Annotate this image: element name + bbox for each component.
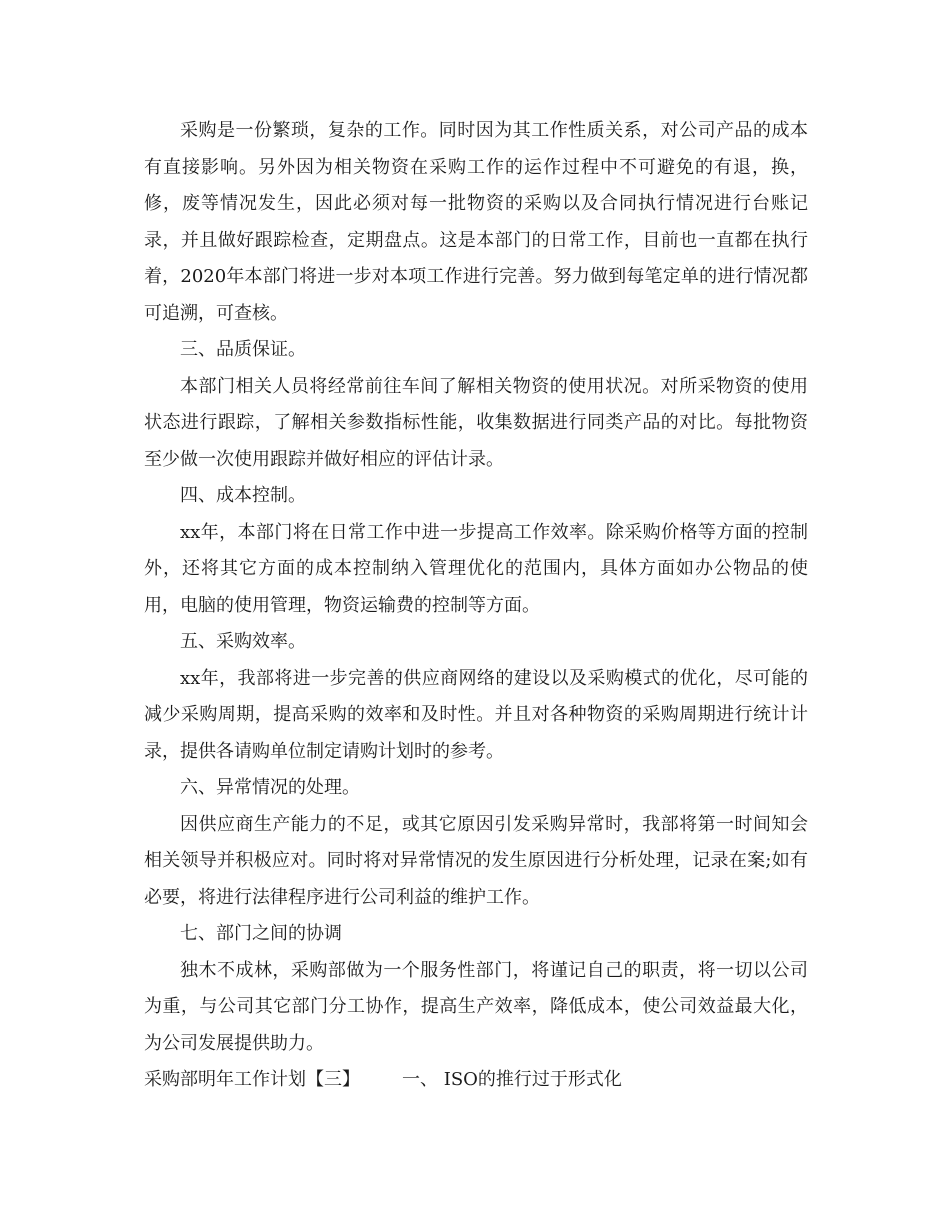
paragraph-cost: xx年，本部门将在日常工作中进一步提高工作效率。除采购价格等方面的控制外，还将其它方面的成本控制纳入管理优化的范围内，具体方面如办公物品的使用，电脑的使用管理，物资运输费的控制等方面。 — [144, 521, 808, 616]
footer-line — [144, 1062, 808, 1099]
paragraph-record-keeping: 采购是一份繁琐，复杂的工作。同时因为其工作性质关系，对公司产品的成本有直接影响。另外因为相关物资在采购工作的运作过程中不可避免的有退，换，修，废等情况发生，因此必须对每一批物资的采购以及合同执行情况进行台账记录，并且做好跟踪检查，定期盘点。这是本部门的日常工作，目前也一直都在执行着，2020年本部门将进一步对本项工作进行完善。努力做到每笔定单的进行情况都可追溯，可查核。 — [144, 120, 808, 324]
paragraph-exceptions: 因供应商生产能力的不足，或其它原因引发采购异常时，我部将第一时间知会相关领导并积极应对。同时将对异常情况的发生原因进行分析处理，记录在案;如有必要，将进行法律程序进行公司利益的维护工作。 — [144, 813, 808, 908]
plan-first-item: 一、 ISO的推行过于形式化 — [402, 1069, 622, 1090]
plan-title: 采购部明年工作计划【三】 — [144, 1069, 360, 1090]
paragraph-quality: 本部门相关人员将经常前往车间了解相关物资的使用状况。对所采物资的使用状态进行跟踪，了解相关参数指标性能，收集数据进行同类产品的对比。每批物资至少做一次使用跟踪并做好相应的评估计录。 — [144, 375, 808, 470]
section-heading-coordination: 七、部门之间的协调 — [180, 923, 342, 944]
section-heading-cost: 四、成本控制。 — [180, 485, 306, 506]
paragraph-coordination: 独木不成林，采购部做为一个服务性部门，将谨记自己的职责，将一切以公司为重，与公司其它部门分工协作，提高生产效率，降低成本，使公司效益最大化，为公司发展提供助力。 — [144, 959, 808, 1054]
document-body — [144, 113, 808, 1099]
paragraph-efficiency: xx年，我部将进一步完善的供应商网络的建设以及采购模式的优化，尽可能的减少采购周期，提高采购的效率和及时性。并且对各种物资的采购周期进行统计计录，提供各请购单位制定请购计划时的参考。 — [144, 667, 808, 762]
section-heading-exceptions: 六、异常情况的处理。 — [180, 777, 360, 798]
section-heading-efficiency: 五、采购效率。 — [180, 631, 306, 652]
section-heading-quality: 三、品质保证。 — [180, 339, 306, 360]
